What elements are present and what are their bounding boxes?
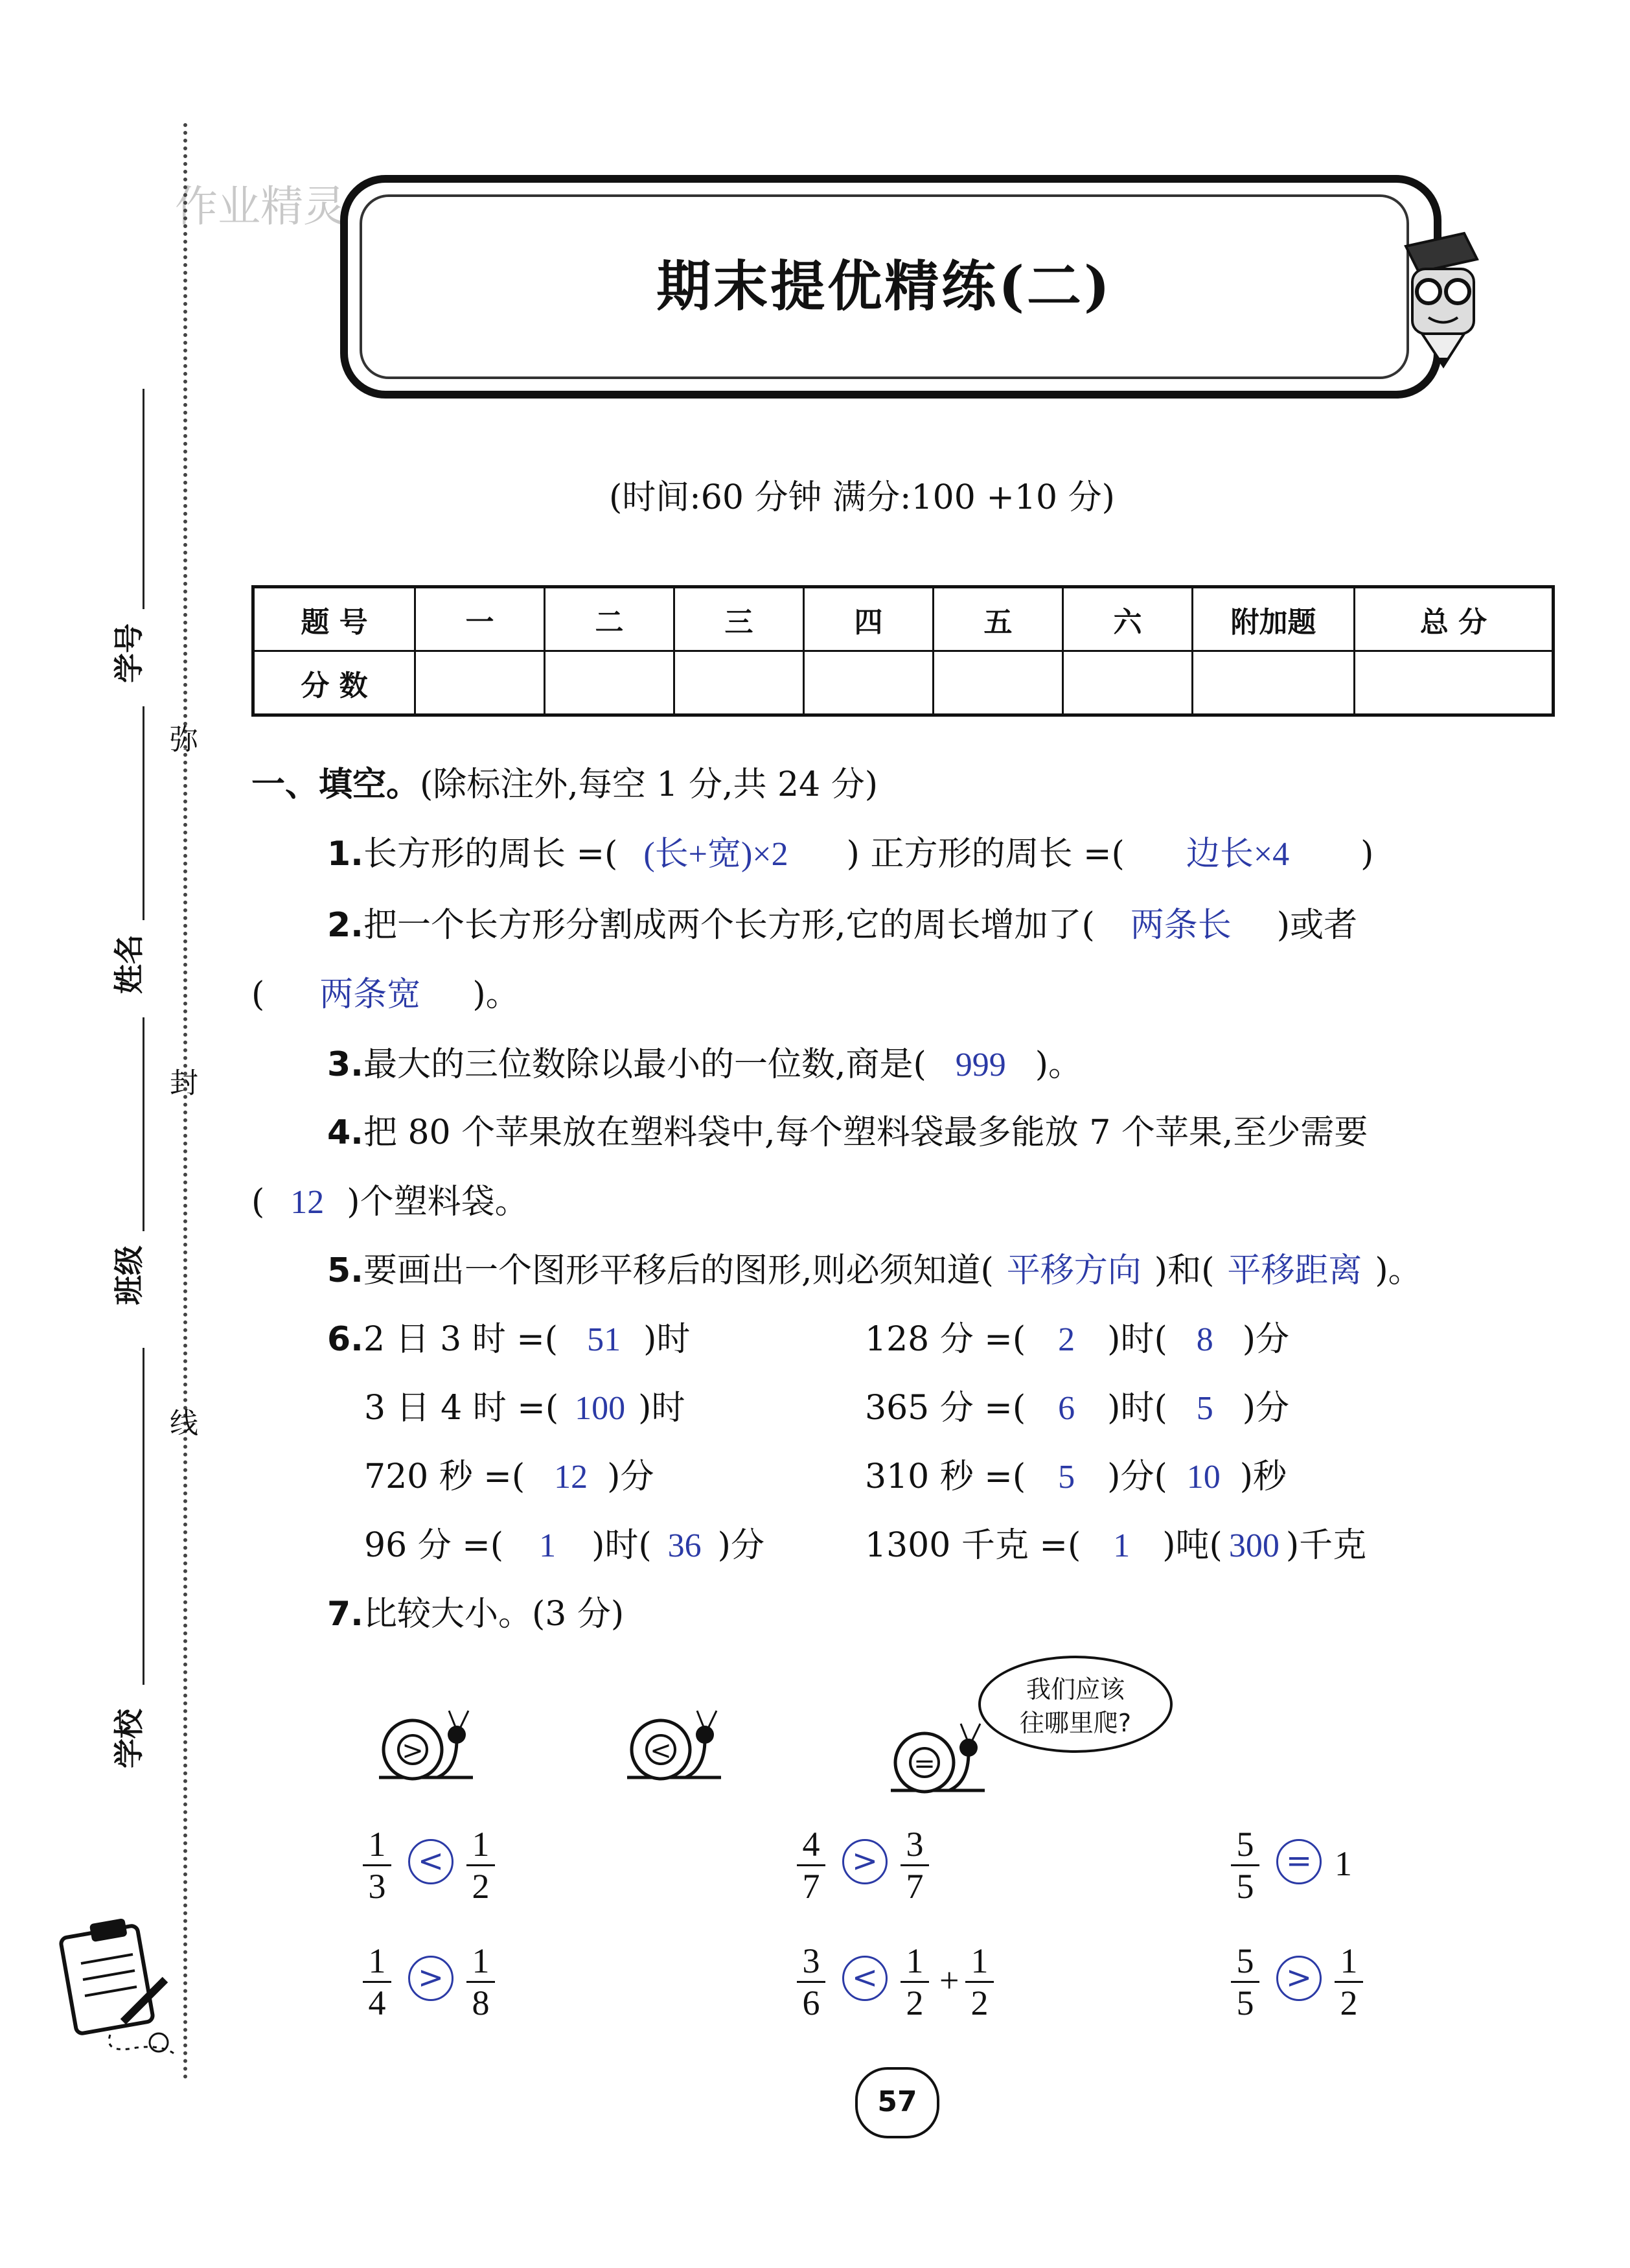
numerator: 1	[906, 1941, 924, 1980]
score-cell[interactable]	[1193, 651, 1355, 715]
binding-dotted-line	[183, 123, 187, 2080]
question-6-row-1-left	[327, 1312, 690, 1360]
question-number: 6.	[327, 1320, 363, 1359]
numerator: 5	[1236, 1825, 1254, 1864]
answer: 平移距离	[1227, 1253, 1362, 1290]
fraction	[363, 1824, 391, 1906]
question-number: 7.	[327, 1595, 363, 1634]
question-text: 720 秒 =(	[364, 1457, 525, 1496]
question-text: 比较大小。(3 分)	[363, 1595, 625, 1634]
numerator: 1	[472, 1825, 490, 1864]
question-text: )。	[472, 975, 520, 1014]
answer: 1	[539, 1527, 557, 1564]
table-header-cell: 五	[934, 587, 1063, 651]
answer: 8	[1196, 1321, 1213, 1358]
answer: 两条宽	[319, 977, 421, 1013]
question-text: 长方形的周长 =(	[363, 835, 618, 874]
student-id-blank	[143, 389, 144, 609]
table-row	[253, 651, 1554, 715]
snail-icon	[621, 1701, 731, 1785]
question-text: 310 秒 =(	[865, 1457, 1026, 1496]
snail-sign: >	[402, 1736, 424, 1766]
fraction	[466, 1824, 495, 1906]
numerator: 1	[1340, 1941, 1358, 1980]
fraction	[901, 1941, 929, 2023]
numerator: 1	[970, 1941, 989, 1980]
question-number: 1.	[327, 835, 363, 874]
question-number: 4.	[327, 1113, 363, 1152]
comparison-answer: =	[1276, 1839, 1322, 1884]
denominator: 2	[970, 1984, 989, 2022]
snail-icon	[884, 1714, 994, 1798]
question-text: )	[1360, 835, 1374, 874]
numerator: 4	[802, 1825, 820, 1864]
question-6-row-4-left	[364, 1518, 764, 1566]
comparison-answer: <	[408, 1839, 453, 1884]
denominator: 3	[368, 1867, 386, 1906]
answer: 5	[1196, 1390, 1213, 1427]
denominator: 7	[802, 1867, 820, 1906]
table-header-cell: 六	[1063, 587, 1193, 651]
question-2	[327, 897, 1357, 946]
fraction	[466, 1941, 495, 2023]
answer: 1	[1113, 1527, 1131, 1564]
question-4	[327, 1105, 1368, 1153]
page-title: 期末提优精练(二)	[656, 254, 1112, 318]
section-heading	[251, 757, 878, 805]
question-text: )时(	[591, 1526, 652, 1565]
question-number: 3.	[327, 1045, 363, 1084]
question-2-cont	[251, 967, 520, 1015]
question-number: 2.	[327, 906, 363, 945]
table-header-cell: 总 分	[1355, 587, 1554, 651]
answer: 5	[1058, 1459, 1075, 1496]
table-header-cell: 一	[415, 587, 545, 651]
question-text: (	[251, 1183, 265, 1221]
fraction	[965, 1941, 994, 2023]
question-text: (	[251, 975, 265, 1014]
question-6-row-3-right	[865, 1449, 1287, 1498]
answer: 12	[554, 1459, 588, 1496]
comparison-answer: >	[408, 1956, 453, 2001]
table-header-cell: 附加题	[1193, 587, 1355, 651]
score-cell[interactable]	[934, 651, 1063, 715]
question-number: 5.	[327, 1251, 363, 1290]
score-cell[interactable]	[1355, 651, 1554, 715]
question-text: )。	[1035, 1045, 1083, 1084]
fraction	[1335, 1941, 1363, 2023]
exam-time-score: (时间:60 分钟 满分:100 +10 分)	[609, 478, 1115, 517]
denominator: 7	[906, 1867, 924, 1906]
fraction	[1231, 1824, 1259, 1906]
question-text: 365 分 =(	[865, 1389, 1026, 1428]
section-title: 一、填空。	[251, 765, 420, 804]
question-text: 3 日 4 时 =(	[364, 1389, 559, 1428]
snail-sign: <	[650, 1736, 672, 1766]
answer: 10	[1186, 1459, 1221, 1496]
answer: 999	[955, 1047, 1006, 1083]
seal-char: 弥	[170, 723, 198, 756]
question-text: )和(	[1154, 1251, 1215, 1290]
fraction	[797, 1941, 825, 2023]
question-6-row-2-left	[364, 1380, 685, 1429]
numerator: 1	[368, 1825, 386, 1864]
question-text: )个塑料袋。	[347, 1183, 529, 1221]
score-table	[251, 585, 1555, 717]
question-6-row-1-right	[865, 1312, 1289, 1360]
denominator: 5	[1236, 1984, 1254, 2022]
bubble-line: 往哪里爬?	[1019, 1709, 1132, 1737]
question-text: 2 日 3 时 =(	[363, 1320, 558, 1359]
watermark: 作业精灵	[175, 181, 346, 231]
question-text: )秒	[1239, 1457, 1287, 1496]
question-text: )或者	[1276, 906, 1358, 945]
name-label: 姓名	[111, 934, 146, 994]
question-text: )吨(	[1162, 1526, 1222, 1565]
question-text: )时(	[1107, 1389, 1167, 1428]
table-header-cell: 四	[804, 587, 934, 651]
fraction	[1231, 1941, 1259, 2023]
question-1	[327, 826, 1373, 875]
table-row	[253, 587, 1554, 651]
question-text: )分	[717, 1526, 764, 1565]
question-text: )时(	[1107, 1320, 1167, 1359]
question-text: )分	[1242, 1320, 1290, 1359]
fraction	[797, 1824, 825, 1906]
question-text: )分	[1242, 1389, 1290, 1428]
name-blank	[143, 706, 144, 920]
table-header-cell: 二	[545, 587, 674, 651]
score-cell[interactable]	[674, 651, 804, 715]
table-header-cell: 题 号	[253, 587, 415, 651]
bubble-line: 我们应该	[1026, 1675, 1125, 1704]
question-text: )千克	[1285, 1526, 1367, 1565]
numerator: 1	[368, 1941, 386, 1980]
school-blank	[143, 1348, 144, 1685]
question-text: 128 分 =(	[865, 1320, 1026, 1359]
question-5	[327, 1243, 1422, 1291]
question-text: )分(	[1107, 1457, 1167, 1496]
plus-sign: +	[939, 1961, 959, 2000]
numerator: 3	[802, 1941, 820, 1980]
question-4-cont	[251, 1174, 529, 1223]
numerator: 1	[472, 1941, 490, 1980]
score-cell[interactable]	[415, 651, 545, 715]
student-id-label: 学号	[111, 623, 146, 683]
clipboard-icon	[52, 1905, 181, 2061]
question-text: 把一个长方形分割成两个长方形,它的周长增加了(	[363, 906, 1095, 945]
answer: 51	[587, 1321, 621, 1358]
fraction	[363, 1941, 391, 2023]
numerator: 3	[906, 1825, 924, 1864]
answer: 两条长	[1130, 907, 1232, 944]
denominator: 5	[1236, 1867, 1254, 1906]
question-text: 要画出一个图形平移后的图形,则必须知道(	[363, 1251, 994, 1290]
page-number: 57	[855, 2067, 939, 2138]
comparison-answer: >	[842, 1839, 888, 1884]
seal-char: 线	[170, 1407, 198, 1440]
class-label: 班级	[111, 1245, 146, 1305]
question-text: )时	[638, 1389, 685, 1428]
section-note: (除标注外,每空 1 分,共 24 分)	[420, 765, 878, 804]
answer: 2	[1058, 1321, 1075, 1358]
denominator: 4	[368, 1984, 386, 2022]
denominator: 2	[1340, 1984, 1358, 2022]
speech-bubble	[978, 1656, 1173, 1753]
question-text: 96 分 =(	[364, 1526, 504, 1565]
answer: 36	[667, 1527, 702, 1564]
comparison-answer: <	[842, 1956, 888, 2001]
denominator: 2	[472, 1867, 490, 1906]
question-6-row-3-left	[364, 1449, 654, 1498]
question-text: 1300 千克 =(	[865, 1526, 1081, 1565]
table-row-label: 分 数	[253, 651, 415, 715]
question-7	[327, 1586, 624, 1635]
seal-char: 封	[170, 1067, 198, 1100]
question-6-row-2-right	[865, 1380, 1289, 1429]
fraction	[901, 1824, 929, 1906]
answer: 100	[575, 1390, 626, 1427]
question-6-row-4-right	[865, 1518, 1366, 1566]
question-text: )时	[643, 1320, 691, 1359]
class-blank	[143, 1017, 144, 1231]
answer: 边长×4	[1186, 836, 1290, 873]
denominator: 8	[472, 1984, 490, 2022]
question-text: ) 正方形的周长 =(	[846, 835, 1125, 874]
score-cell[interactable]	[1063, 651, 1193, 715]
school-label: 学校	[111, 1709, 146, 1768]
score-cell[interactable]	[545, 651, 674, 715]
score-cell[interactable]	[804, 651, 934, 715]
snail-icon	[373, 1701, 483, 1785]
denominator: 2	[906, 1984, 924, 2022]
question-text: 把 80 个苹果放在塑料袋中,每个塑料袋最多能放 7 个苹果,至少需要	[363, 1113, 1368, 1152]
answer: 300	[1228, 1527, 1280, 1564]
question-text: )。	[1375, 1251, 1422, 1290]
value: 1	[1335, 1844, 1352, 1883]
question-text: )分	[607, 1457, 654, 1496]
table-header-cell: 三	[674, 587, 804, 651]
denominator: 6	[802, 1984, 820, 2022]
pencil-mascot-icon	[1367, 220, 1497, 369]
answer: 6	[1058, 1390, 1075, 1427]
numerator: 5	[1236, 1941, 1254, 1980]
answer: (长+宽)×2	[643, 836, 788, 873]
answer: 12	[290, 1184, 325, 1221]
comparison-answer: >	[1276, 1956, 1322, 2001]
question-3	[327, 1037, 1082, 1085]
answer: 平移方向	[1006, 1253, 1142, 1290]
snail-sign: =	[913, 1749, 936, 1779]
question-text: 最大的三位数除以最小的一位数,商是(	[363, 1045, 926, 1084]
